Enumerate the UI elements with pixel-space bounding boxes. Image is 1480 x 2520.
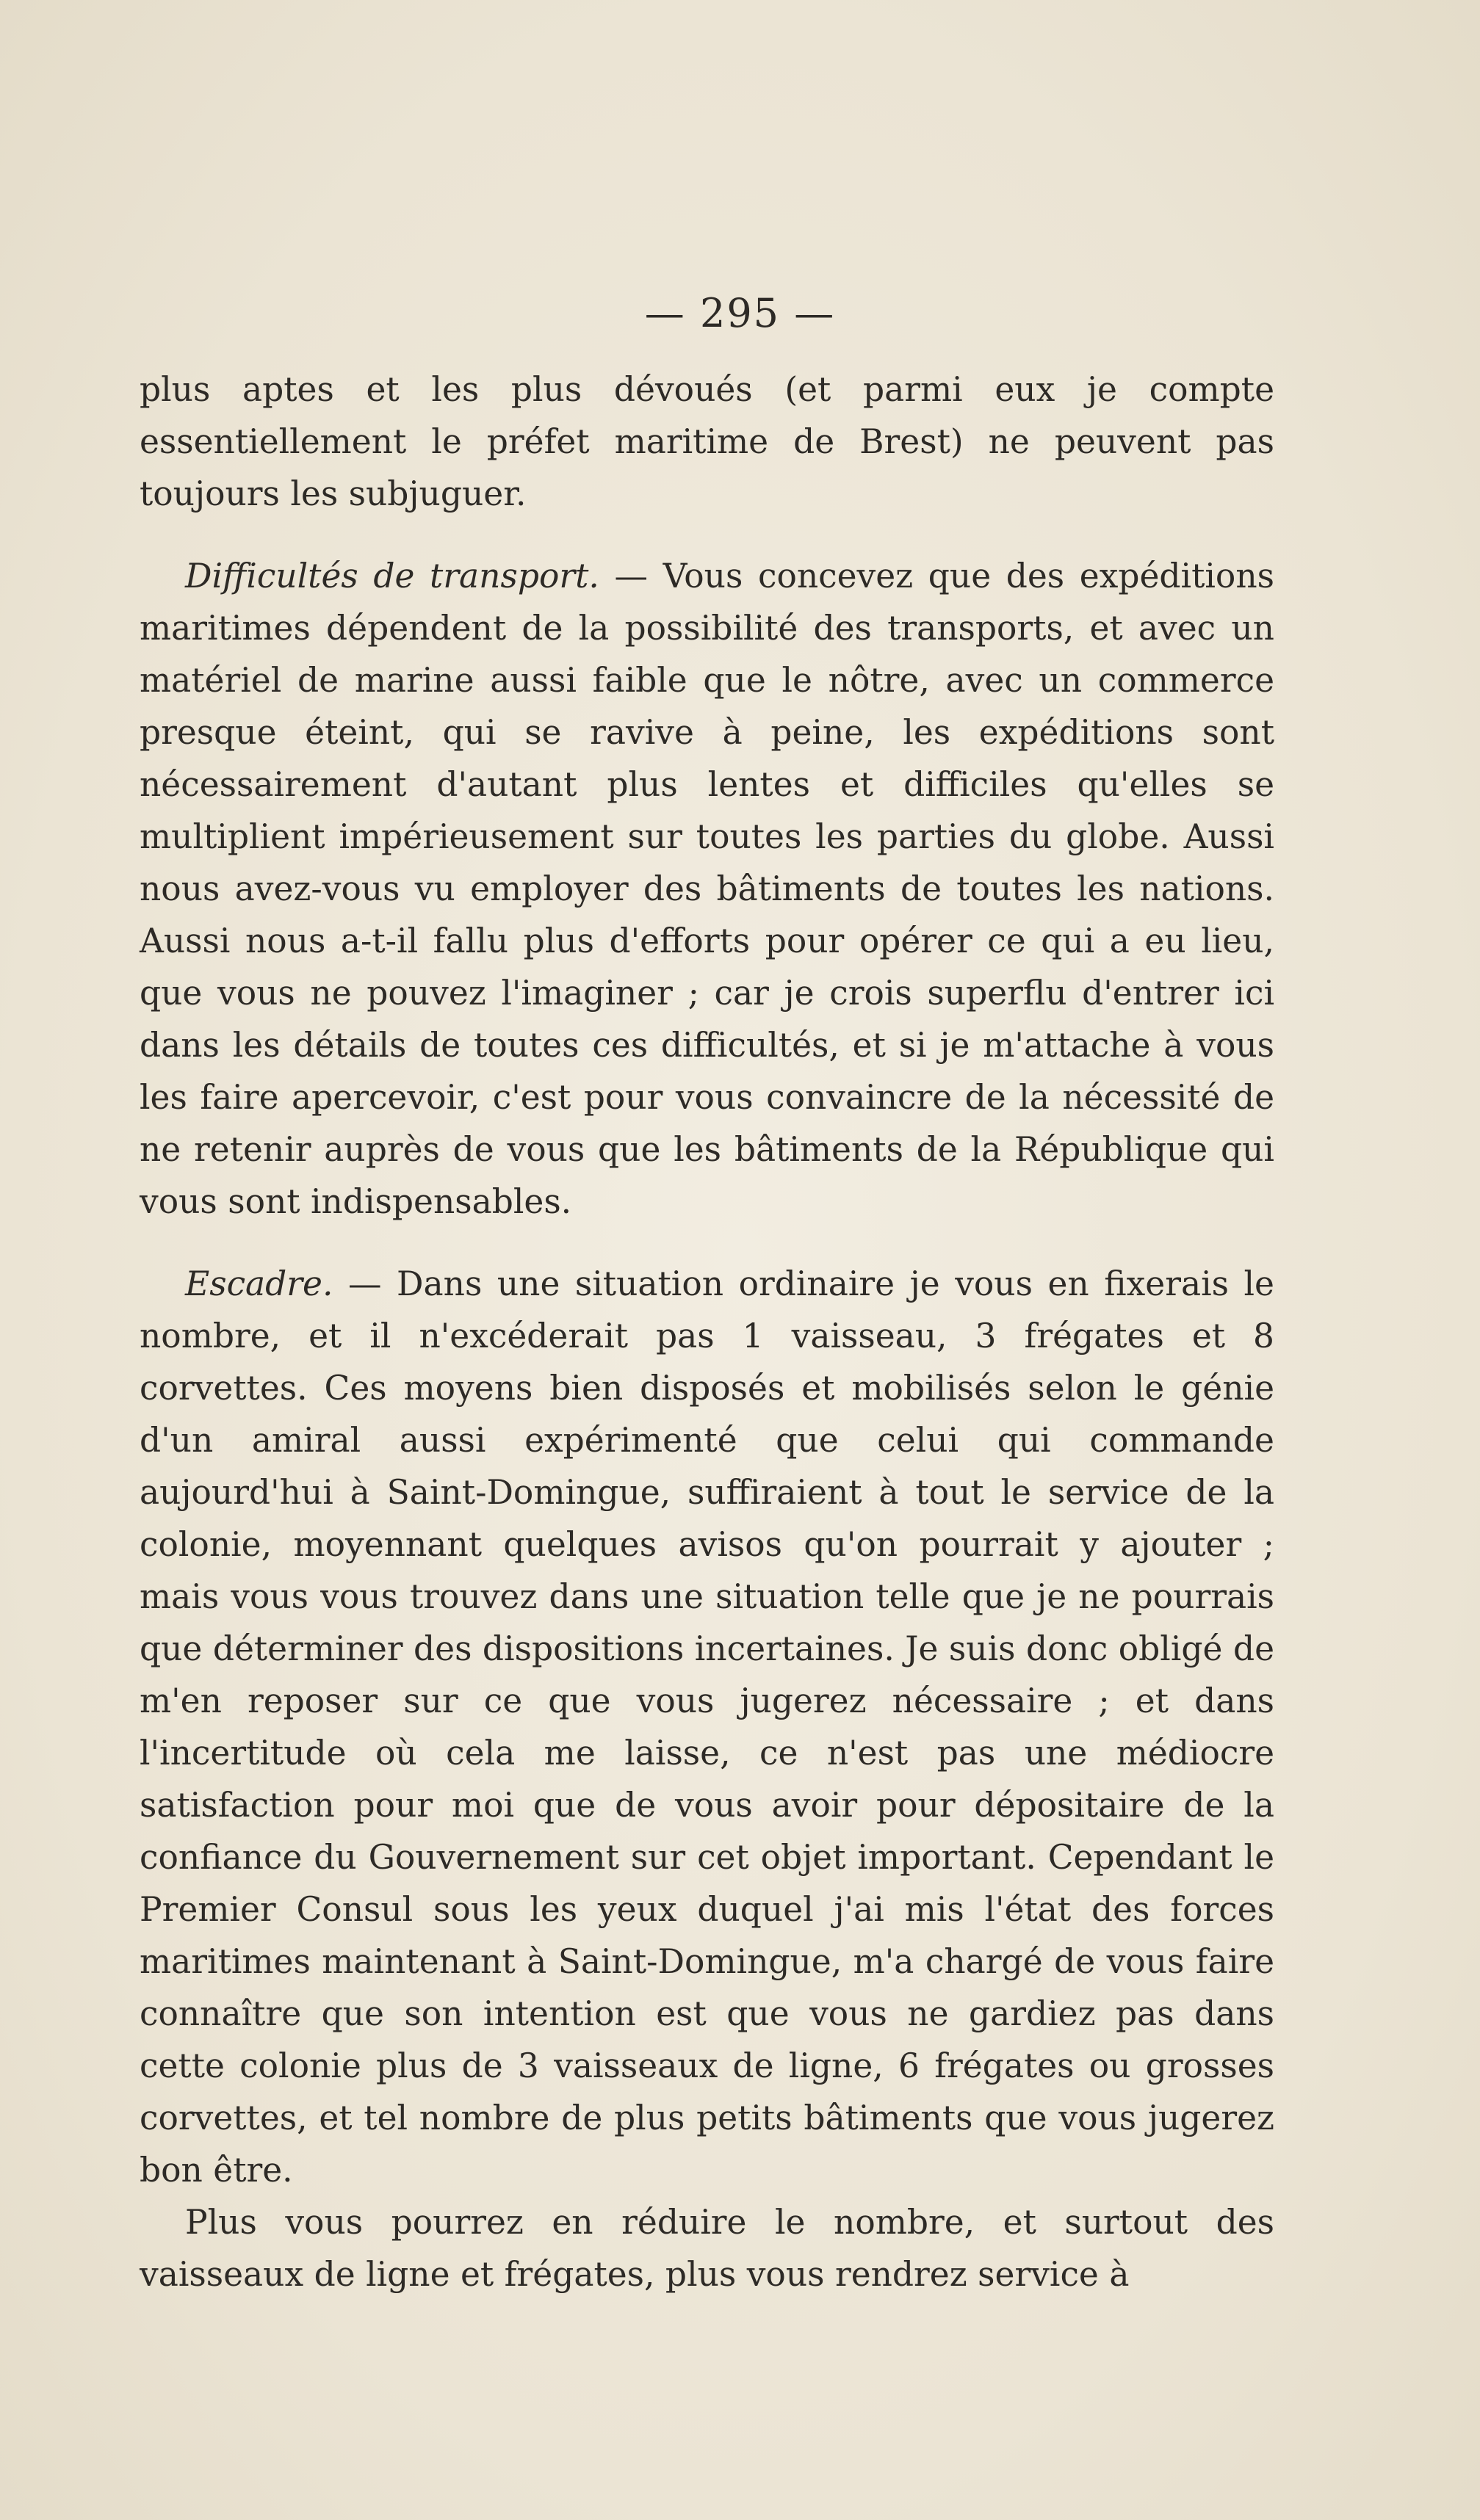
paragraph-text: plus aptes et les plus dévoués (et parmi eux je compte essentiellement le préfet maritime de Brest) ne peuvent pas toujours les subjuguer. (140, 370, 1274, 513)
paragraph-continuation (140, 363, 1274, 520)
paragraph-difficultes (140, 550, 1274, 1228)
paragraph-text: Plus vous pourrez en réduire le nombre, et surtout des vaisseaux de ligne et frégates, plus vous rendrez service à (140, 2203, 1274, 2294)
body-text (140, 363, 1274, 2300)
section-lead-escadre: Escadre. (185, 1264, 333, 1303)
paragraph-text: — Dans une situation ordinaire je vous en fixerais le nombre, et il n'excéderait pas 1 vaisseau, 3 frégates et 8 corvettes. Ces moyens bien disposés et mobilisés selon le génie d'un amiral aussi expérimenté que celui qui commande aujourd'hui à Saint-Domingue, suffiraient à tout le service de la colonie, moyennant quelques avisos qu'on pourrait y ajouter ; mais vous vous trouvez dans une situation telle que je ne pourrais que déterminer des dispositions incertaines. Je suis donc obligé de m'en reposer sur ce que vous jugerez nécessaire ; et dans l'incertitude où cela me laisse, ce n'est pas une médiocre satisfaction pour moi que de vous avoir pour dépositaire de la confiance du Gouvernement sur cet objet important. Cependant le Premier Consul sous les yeux duquel j'ai mis l'état des forces maritimes maintenant à Saint-Domingue, m'a chargé de vous faire connaître que son intention est que vous ne gardiez pas dans cette colonie plus de 3 vaisseaux de ligne, 6 frégates ou grosses corvettes, et tel nombre de plus petits bâtiments que vous jugerez bon être. (140, 1264, 1274, 2190)
paragraph-plus-vous (140, 2196, 1274, 2300)
page-number: — 295 — (644, 290, 836, 336)
paragraph-text: — Vous concevez que des expéditions maritimes dépendent de la possibilité des transports, et avec un matériel de marine aussi faible que le nôtre, avec un commerce presque éteint, qui se ravive à peine, les expéditions sont nécessairement d'autant plus lentes et difficiles qu'elles se multiplient impérieusement sur toutes les parties du globe. Aussi nous avez-vous vu employer des bâtiments de toutes les nations. Aussi nous a-t-il fallu plus d'efforts pour opérer ce qui a eu lieu, que vous ne pouvez l'imaginer ; car je crois superflu d'entrer ici dans les détails de toutes ces difficultés, et si je m'attache à vous les faire apercevoir, c'est pour vous convaincre de la nécessité de ne retenir auprès de vous que les bâtiments de la République qui vous sont indispensables. (140, 557, 1274, 1221)
section-lead-difficultes: Difficultés de transport. (185, 557, 599, 595)
paragraph-escadre (140, 1258, 1274, 2196)
